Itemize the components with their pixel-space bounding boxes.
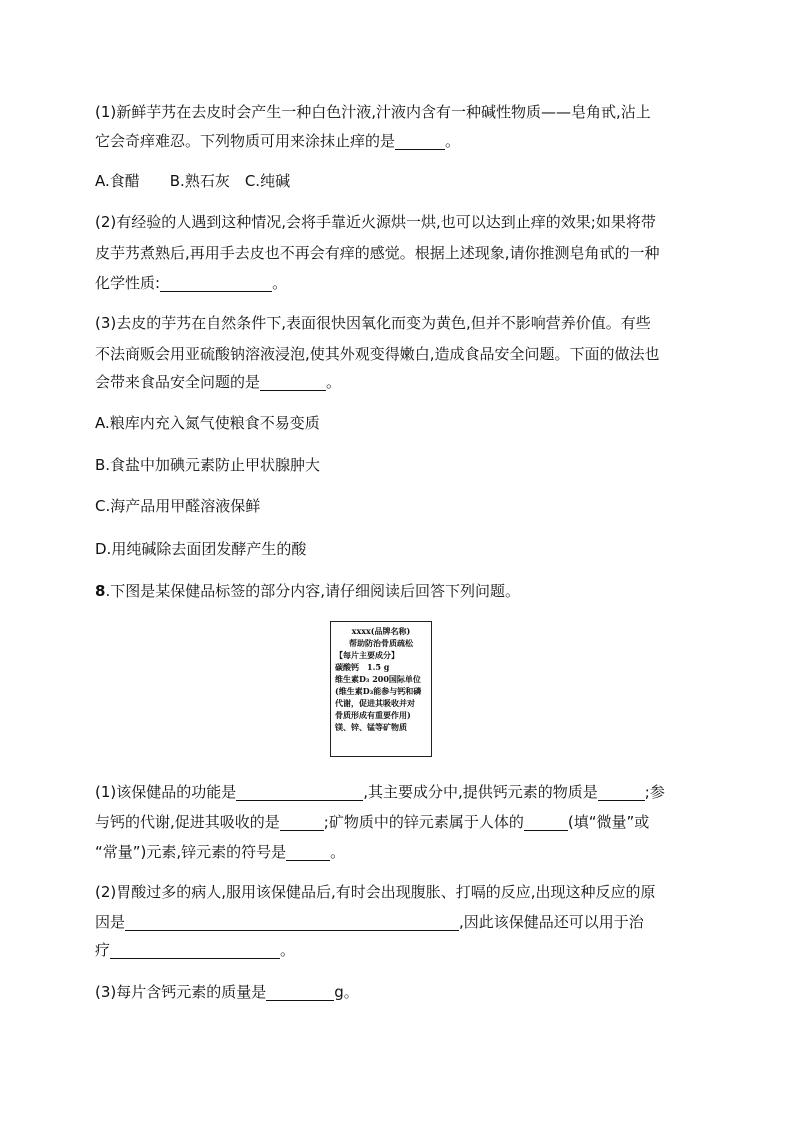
q8p3-text-b: g。 bbox=[334, 983, 359, 1001]
answer-blank[interactable] bbox=[266, 982, 334, 1001]
label-minerals: 镁、锌、锰等矿物质 bbox=[335, 722, 407, 732]
label-vitamin-d: 维生素D₃ 200国际单位 bbox=[335, 674, 421, 684]
q8-stem-text: .下图是某保健品标签的部分内容,请仔细阅读后回答下列问题。 bbox=[105, 582, 520, 600]
q3-line2: 不法商贩会用亚硫酸钠溶液浸泡,使其外观变得嫩白,造成食品安全问题。下面的做法也 bbox=[95, 345, 660, 363]
q8p2-text-b: 因是 bbox=[95, 913, 126, 931]
q3-option-b: B.食盐中加碘元素防止甲状腺肿大 bbox=[95, 456, 321, 474]
q2-line3-end: 。 bbox=[272, 274, 288, 292]
q2-line3 bbox=[95, 267, 705, 300]
q8-part2-line1: (2)胃酸过多的病人,服用该保健品后,有时会出现腹胀、打嗝的反应,出现这种反应的原 bbox=[95, 883, 656, 901]
answer-blank[interactable] bbox=[236, 782, 363, 801]
answer-blank[interactable] bbox=[110, 940, 280, 959]
label-note-2: 代谢，促进其吸收并对 bbox=[335, 698, 415, 708]
q8p1-text-e: ;矿物质中的锌元素属于人体的 bbox=[323, 813, 524, 831]
q2-line2: 皮芋艿煮熟后,再用手去皮也不再会有痒的感觉。根据上述现象,请你推测皂角甙的一种 bbox=[95, 244, 660, 262]
answer-blank[interactable] bbox=[598, 782, 645, 801]
label-brand: xxxx(品牌名称) bbox=[351, 626, 411, 636]
q8-part1-line2 bbox=[95, 806, 705, 839]
answer-blank[interactable] bbox=[524, 812, 568, 831]
q8p1-text-b: ,其主要成分中,提供钙元素的物质是 bbox=[363, 783, 598, 801]
q8p1-text-g: “常量”)元素,锌元素的符号是 bbox=[95, 843, 287, 861]
q2-line1: (2)有经验的人遇到这种情况,会将手靠近火源烘一烘,也可以达到止痒的效果;如果将带 bbox=[95, 213, 656, 231]
answer-blank[interactable] bbox=[260, 372, 326, 391]
label-ingredients-heading: 【每片主要成分】 bbox=[335, 650, 399, 660]
answer-blank[interactable] bbox=[280, 812, 324, 831]
label-note-1: (维生素D₃能参与钙和磷 bbox=[335, 686, 422, 696]
q8p2-text-e: 。 bbox=[280, 941, 296, 959]
q3-option-c: C.海产品用甲醛溶液保鲜 bbox=[95, 497, 261, 515]
q8-part2-line3 bbox=[95, 934, 705, 967]
q8p1-text-a: (1)该保健品的功能是 bbox=[95, 783, 237, 801]
q8p1-text-c: ;参 bbox=[644, 783, 665, 801]
answer-blank[interactable] bbox=[125, 912, 459, 931]
q1-options: A.食醋 B.熟石灰 C.纯碱 bbox=[95, 172, 291, 190]
q8-stem bbox=[95, 575, 705, 608]
q8p1-text-d: 与钙的代谢,促进其吸收的是 bbox=[95, 813, 280, 831]
q3-line3-text: 会带来食品安全问题的是 bbox=[95, 373, 261, 391]
label-note-3: 骨质形成有重要作用) bbox=[335, 710, 411, 720]
answer-blank[interactable] bbox=[395, 131, 445, 150]
q8p2-text-d: 疗 bbox=[95, 941, 111, 959]
q3-option-a: A.粮库内充入氮气使粮食不易变质 bbox=[95, 414, 320, 432]
label-subtitle: 帮助防治骨质疏松 bbox=[349, 638, 413, 648]
q1-line1: (1)新鲜芋艿在去皮时会产生一种白色汁液,汁液内含有一种碱性物质——皂角甙,沾上 bbox=[95, 103, 651, 121]
q1-line2 bbox=[95, 125, 705, 158]
product-label-image bbox=[330, 621, 432, 757]
q3-line1: (3)去皮的芋艿在自然条件下,表面很快因氧化而变为黄色,但并不影响营养价值。有些 bbox=[95, 314, 651, 332]
label-calcium: 碳酸钙 1.5 g bbox=[335, 662, 390, 672]
q8p1-text-h: 。 bbox=[330, 843, 346, 861]
q1-line2-text: 它会奇痒难忍。下列物质可用来涂抹止痒的是 bbox=[95, 132, 396, 150]
q8p2-text-c: ,因此该保健品还可以用于治 bbox=[459, 913, 644, 931]
q3-line3 bbox=[95, 366, 705, 399]
answer-blank[interactable] bbox=[286, 842, 330, 861]
q8-part1-line3 bbox=[95, 836, 705, 869]
q8p3-text-a: (3)每片含钙元素的质量是 bbox=[95, 983, 267, 1001]
q8p1-text-f: (填“微量”或 bbox=[567, 813, 650, 831]
q8-part3 bbox=[95, 976, 705, 1009]
q8-part1-line1 bbox=[95, 776, 705, 809]
q8-number: 8 bbox=[95, 582, 106, 600]
q1-line2-end: 。 bbox=[445, 132, 461, 150]
q3-option-d: D.用纯碱除去面团发酵产生的酸 bbox=[95, 540, 307, 558]
answer-blank[interactable] bbox=[160, 273, 272, 292]
q2-line3-text: 化学性质: bbox=[95, 274, 161, 292]
q3-line3-end: 。 bbox=[326, 373, 342, 391]
